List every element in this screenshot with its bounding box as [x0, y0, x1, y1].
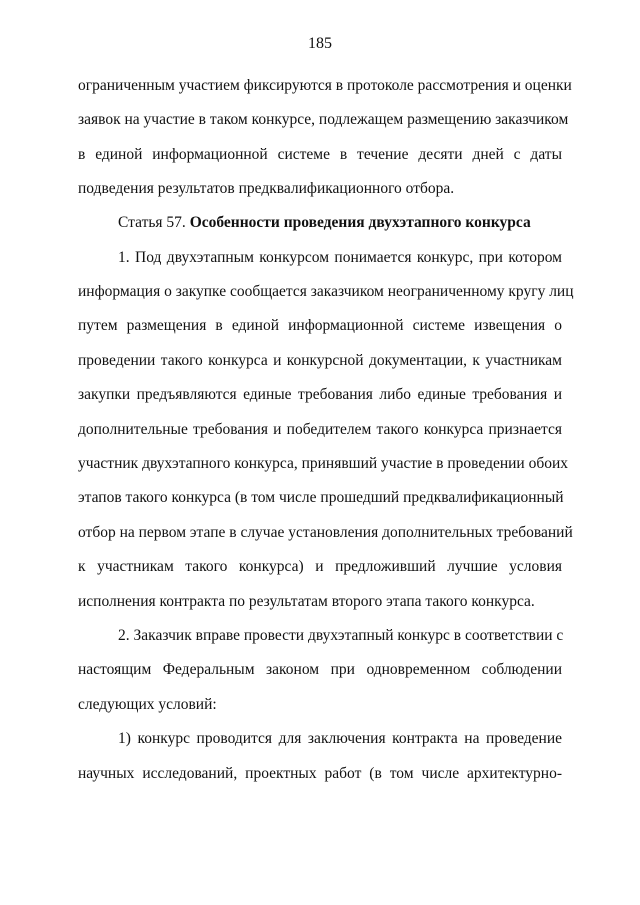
- page-number: 185: [308, 35, 332, 52]
- paragraph-1-line-4: проведении такого конкурса и конкурсной документации, к участникам: [78, 352, 562, 369]
- paragraph-2-line-1: 2. Заказчик вправе провести двухэтапный конкурс в соответствии с: [118, 627, 564, 644]
- paragraph-3-line-2: научных исследований, проектных работ (в том числе архитектурно-: [78, 765, 562, 782]
- paragraph-top-line-4: подведения результатов предквалификационного отбора.: [78, 180, 455, 197]
- paragraph-1-line-10: к участникам такого конкурса) и предложивший лучшие условия: [78, 558, 562, 575]
- paragraph-1-line-6: дополнительные требования и победителем такого конкурса признается: [78, 421, 562, 438]
- paragraph-1-line-11: исполнения контракта по результатам второго этапа такого конкурса.: [78, 593, 535, 610]
- paragraph-3-line-1: 1) конкурс проводится для заключения контракта на проведение: [118, 730, 562, 747]
- article-title: Особенности проведения двухэтапного конкурса: [189, 214, 531, 231]
- paragraph-top-line-3: в единой информационной системе в течение десяти дней с даты: [78, 146, 562, 163]
- article-heading: [118, 213, 562, 233]
- paragraph-1-line-5: закупки предъявляются единые требования либо единые требования и: [78, 386, 562, 403]
- paragraph-1-line-7: участник двухэтапного конкурса, принявший участие в проведении обоих: [78, 455, 569, 472]
- article-prefix: Статья 57.: [118, 214, 186, 231]
- paragraph-top-line-1: ограниченным участием фиксируются в протоколе рассмотрения и оценки: [78, 77, 572, 94]
- paragraph-2-line-3: следующих условий:: [78, 696, 217, 713]
- paragraph-1-line-3: путем размещения в единой информационной системе извещения о: [78, 317, 562, 334]
- paragraph-1-line-8: этапов такого конкурса (в том числе прошедший предквалификационный: [78, 489, 564, 506]
- paragraph-1-line-1: 1. Под двухэтапным конкурсом понимается конкурс, при котором: [118, 249, 562, 266]
- paragraph-top-line-2: заявок на участие в таком конкурсе, подлежащем размещению заказчиком: [78, 111, 569, 128]
- paragraph-2-line-2: настоящим Федеральным законом при одновременном соблюдении: [78, 661, 562, 678]
- paragraph-1-line-2: информация о закупке сообщается заказчиком неограниченному кругу лиц: [78, 283, 574, 300]
- paragraph-1-line-9: отбор на первом этапе в случае установления дополнительных требований: [78, 524, 573, 541]
